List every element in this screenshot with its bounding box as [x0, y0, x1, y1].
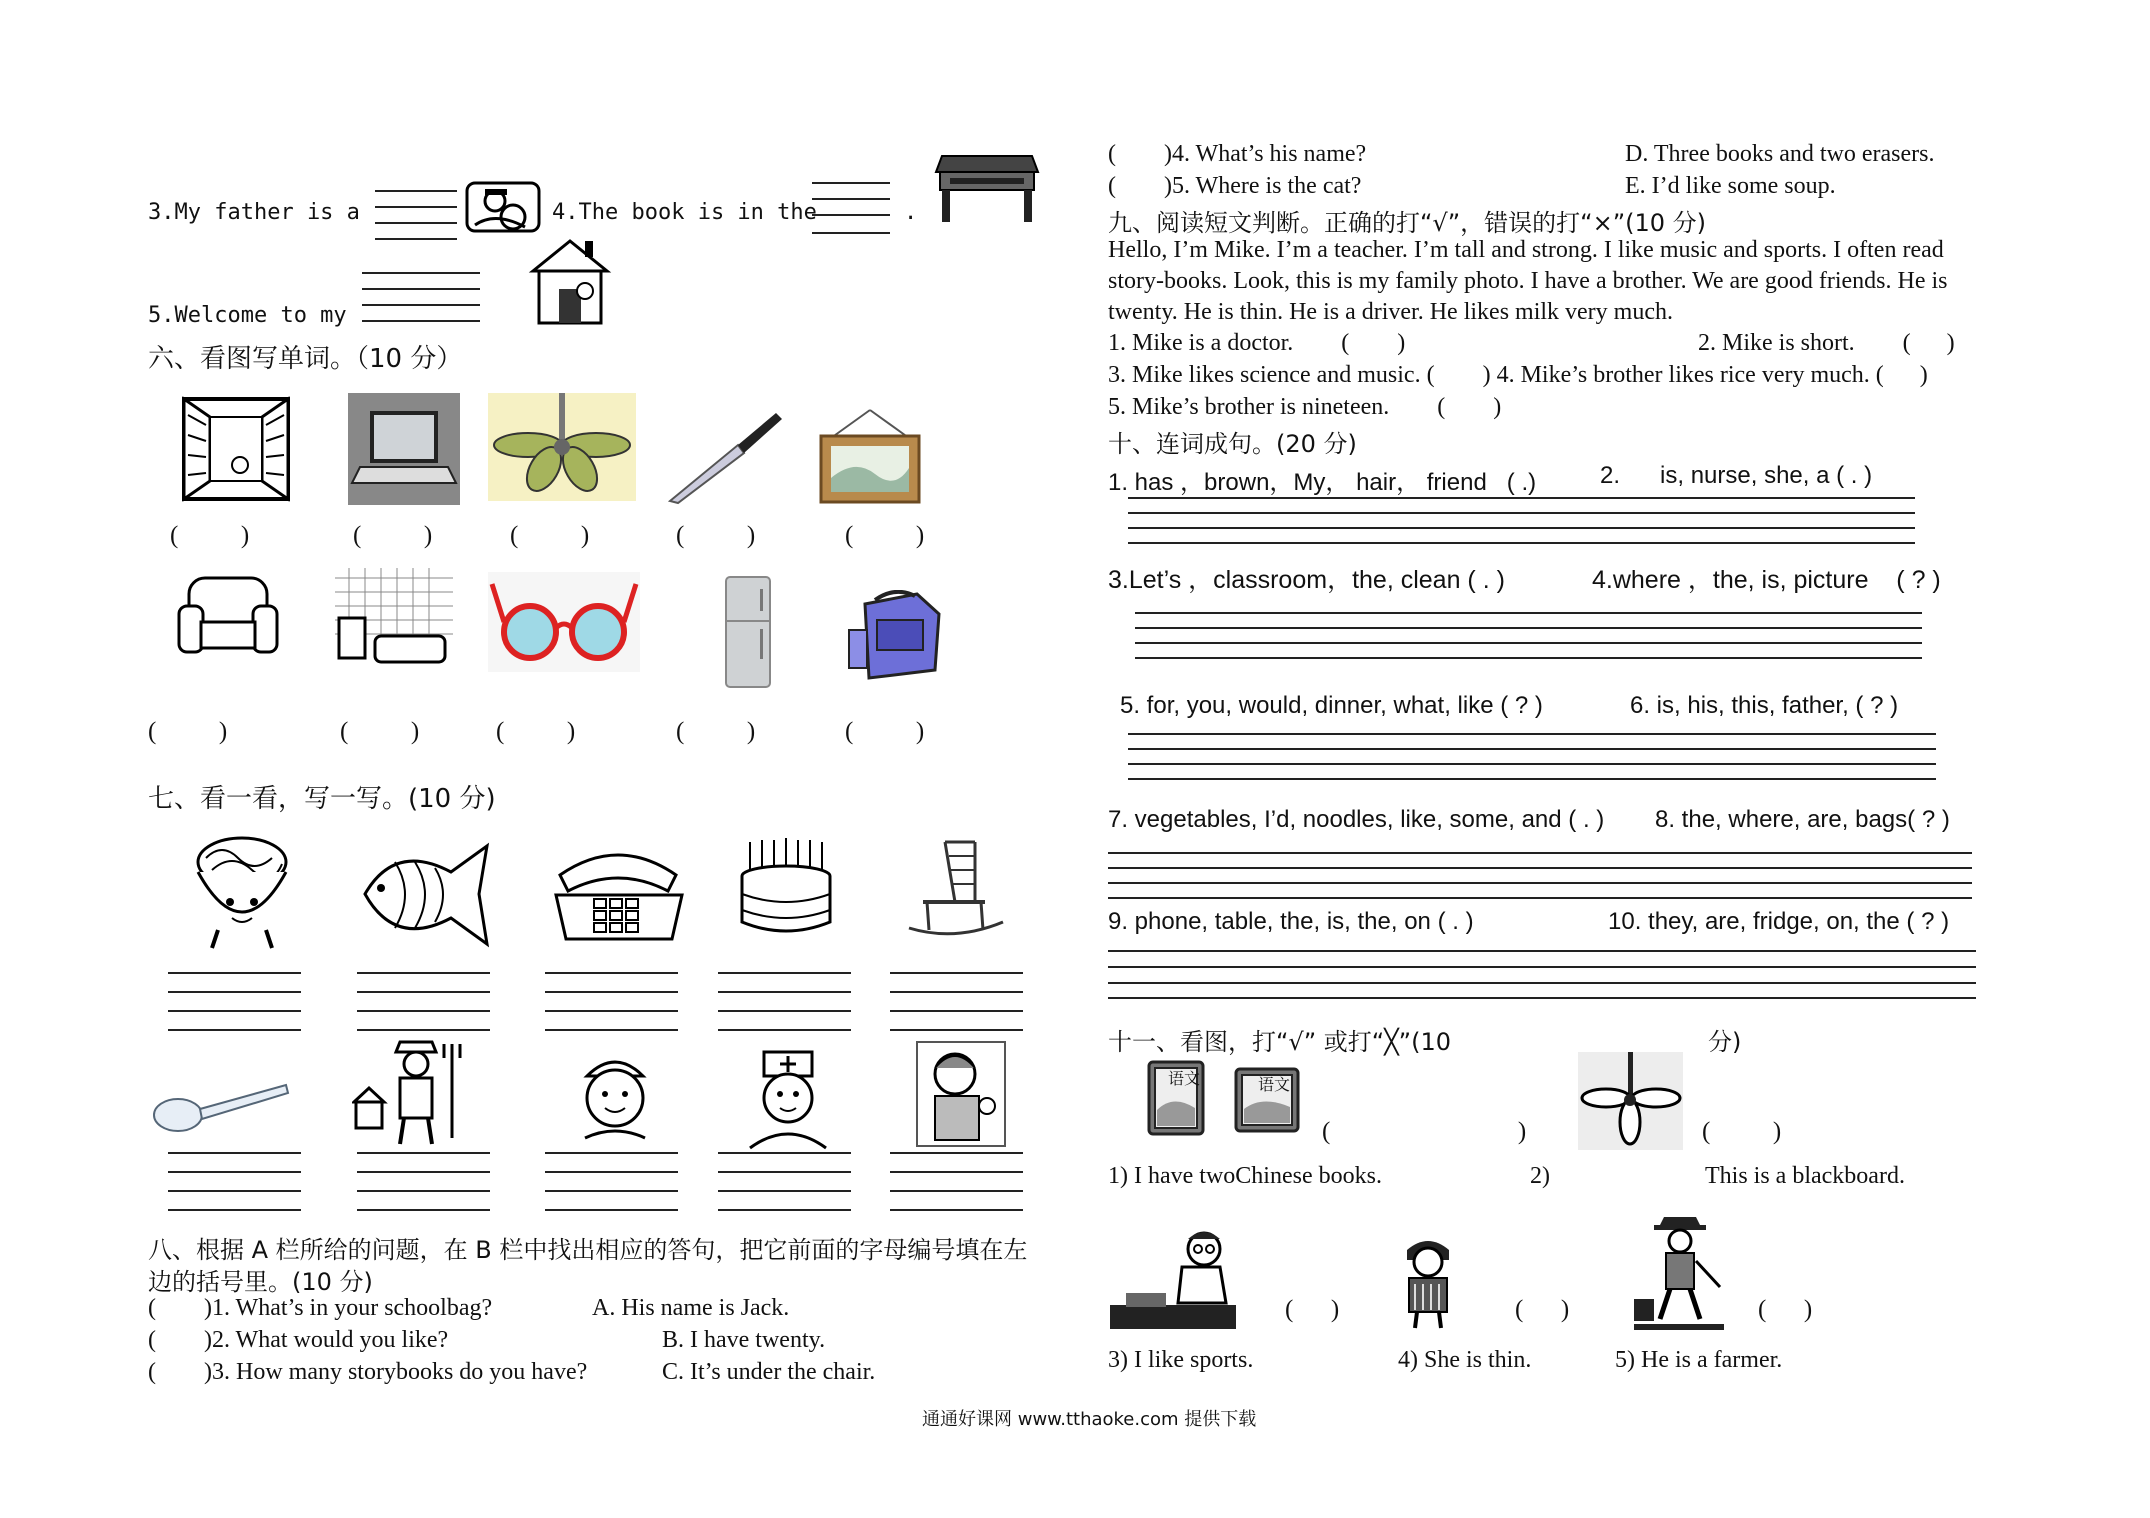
- statement-3: 3) I like sports.: [1108, 1347, 1254, 1373]
- sentence-5: 5.Welcome to my: [148, 303, 347, 328]
- answer-paren[interactable]: ( ): [676, 522, 756, 549]
- answer-lines[interactable]: [1135, 612, 1922, 658]
- match-answer-c: C. It’s under the chair.: [662, 1359, 876, 1385]
- answer-paren[interactable]: ( ): [340, 718, 420, 745]
- answer-lines[interactable]: [545, 1152, 678, 1210]
- answer-paren[interactable]: ( ): [1702, 1118, 1782, 1145]
- birthday-cake-picture: [730, 832, 842, 944]
- footer-credit: 通通好课网 www.tthaoke.com 提供下载: [922, 1409, 1257, 1430]
- match-question-4[interactable]: ( )4. What’s his name?: [1108, 141, 1367, 167]
- answer-lines[interactable]: [812, 182, 890, 234]
- sentence-item-3: 3.Let’s ，classroom，the, clean ( . ): [1108, 566, 1505, 594]
- answer-paren[interactable]: ( ): [510, 522, 590, 549]
- section-11-title: 十一、看图，打“√” 或打“╳”(10: [1108, 1028, 1452, 1056]
- laptop-picture: [348, 393, 460, 505]
- match-answer-e: E. I’d like some soup.: [1625, 173, 1836, 199]
- section-11-title-tail: 分): [1708, 1028, 1742, 1056]
- match-question-2[interactable]: ( )2. What would you like?: [148, 1327, 449, 1353]
- sentence-item-2: 2. is, nurse, she, a ( . ): [1600, 462, 1873, 489]
- noodles-picture: [182, 832, 302, 957]
- answer-paren[interactable]: ( ): [1515, 1296, 1570, 1323]
- sentence-item-7: 7. vegetables, I’d, noodles, like, some, and ( . ): [1108, 806, 1605, 833]
- doctor-picture: [738, 1048, 838, 1150]
- answer-paren[interactable]: ( ): [845, 522, 925, 549]
- boy-picture: [915, 1040, 1007, 1148]
- answer-lines[interactable]: [168, 972, 301, 1030]
- answer-lines[interactable]: [168, 1152, 301, 1210]
- period: .: [904, 200, 918, 225]
- judge-item-1[interactable]: 1. Mike is a doctor. ( ): [1108, 330, 1406, 356]
- farmer-working-picture: [1630, 1215, 1728, 1335]
- answer-paren[interactable]: ( ): [148, 718, 228, 745]
- sentence-item-10: 10. they, are, fridge, on, the ( ? ): [1608, 908, 1950, 935]
- boy-drawing-picture: [1108, 1225, 1238, 1333]
- fish-picture: [355, 832, 495, 957]
- glasses-picture: [488, 572, 640, 672]
- answer-lines[interactable]: [1108, 950, 1976, 998]
- answer-lines[interactable]: [890, 1152, 1023, 1210]
- book-label: 语文: [1258, 1075, 1291, 1094]
- judge-item-5[interactable]: 5. Mike’s brother is nineteen. ( ): [1108, 394, 1502, 420]
- section-6-title: 六、看图写单词。（10 分）: [148, 344, 463, 374]
- fridge-picture: [722, 575, 774, 690]
- reading-passage-line-1: Hello, I’m Mike. I’m a teacher. I’m tall and strong. I like music and sports. I often read: [1108, 237, 1944, 263]
- thin-girl-picture: [1393, 1232, 1463, 1330]
- statement-4: 4) She is thin.: [1398, 1347, 1532, 1373]
- spoon-picture: [150, 1075, 290, 1140]
- judge-item-3-4[interactable]: 3. Mike likes science and music. ( ) 4. Mike’s brother likes rice very much. ( ): [1108, 362, 1928, 388]
- fan-sketch-picture: [1578, 1052, 1683, 1150]
- answer-paren[interactable]: ( ): [676, 718, 756, 745]
- reading-passage-line-3: twenty. He is thin. He is a driver. He likes milk very much.: [1108, 299, 1673, 325]
- answer-lines[interactable]: [718, 1152, 851, 1210]
- match-question-5[interactable]: ( )5. Where is the cat?: [1108, 173, 1362, 199]
- section-7-title: 七、看一看，写一写。(10 分): [148, 784, 496, 814]
- judge-item-2[interactable]: 2. Mike is short. ( ): [1698, 330, 1955, 356]
- sentence-item-1: 1. has ，brown，My， hair， friend ( .): [1108, 469, 1537, 496]
- sentence-4: 4.The book is in the: [552, 200, 817, 225]
- answer-paren[interactable]: ( ): [353, 522, 433, 549]
- section-8-title: 八、根据 A 栏所给的问题，在 B 栏中找出相应的答句，把它前面的字母编号填在左: [148, 1236, 1028, 1264]
- telephone-picture: [548, 835, 690, 945]
- picture-frame: [815, 408, 925, 506]
- statement-5: 5) He is a farmer.: [1615, 1347, 1783, 1373]
- section-8-title-cont: 边的括号里。(10 分): [148, 1268, 373, 1296]
- sentence-item-8: 8. the, where, are, bags( ? ): [1655, 806, 1950, 833]
- section-9-title: 九、阅读短文判断。正确的打“√”，错误的打“×”(10 分): [1108, 209, 1707, 237]
- answer-lines[interactable]: [1128, 497, 1915, 543]
- answer-lines[interactable]: [718, 972, 851, 1030]
- schoolbag-picture: [845, 590, 945, 685]
- reading-passage-line-2: story-books. Look, this is my family photo. I have a brother. We are good friends. He is: [1108, 268, 1948, 294]
- answer-paren[interactable]: ( ): [1758, 1296, 1813, 1323]
- match-question-3[interactable]: ( )3. How many storybooks do you have?: [148, 1359, 588, 1385]
- answer-lines[interactable]: [357, 972, 490, 1030]
- match-answer-b: B. I have twenty.: [662, 1327, 826, 1353]
- answer-lines[interactable]: [1128, 733, 1936, 779]
- fan-picture: [488, 393, 636, 501]
- desk-picture: [932, 142, 1042, 224]
- sentence-item-4: 4.where ，the, is, picture ( ? ): [1592, 566, 1941, 594]
- sofa-picture: [175, 572, 280, 667]
- answer-paren[interactable]: ( ): [1285, 1296, 1340, 1323]
- match-answer-a: A. His name is Jack.: [592, 1295, 790, 1321]
- answer-lines[interactable]: [357, 1152, 490, 1210]
- answer-paren[interactable]: ( ): [1322, 1118, 1527, 1145]
- answer-lines[interactable]: [890, 972, 1023, 1030]
- statement-2-number: 2): [1530, 1163, 1550, 1189]
- answer-lines[interactable]: [362, 272, 480, 322]
- sentence-item-5: 5. for, you, would, dinner, what, like ( ? ): [1120, 692, 1543, 719]
- knife-picture: [668, 405, 783, 505]
- book-label: 语文: [1168, 1069, 1201, 1088]
- farmer-picture: [352, 1038, 472, 1150]
- match-question-1[interactable]: ( )1. What’s in your schoolbag?: [148, 1295, 493, 1321]
- answer-lines[interactable]: [545, 972, 678, 1030]
- sentence-item-9: 9. phone, table, the, is, the, on ( . ): [1108, 908, 1474, 935]
- window-picture: [180, 395, 292, 505]
- driver-picture: [465, 175, 545, 235]
- answer-lines[interactable]: [375, 190, 457, 240]
- match-answer-d: D. Three books and two erasers.: [1625, 141, 1935, 167]
- nurse-picture: [565, 1048, 665, 1150]
- answer-paren[interactable]: ( ): [845, 718, 925, 745]
- answer-paren[interactable]: ( ): [170, 522, 250, 549]
- home-picture: [525, 235, 615, 327]
- statement-1: 1) I have twoChinese books.: [1108, 1163, 1382, 1189]
- bathroom-picture: [335, 568, 453, 680]
- rocking-chair-picture: [905, 832, 1005, 947]
- answer-paren[interactable]: ( ): [496, 718, 576, 745]
- sentence-item-6: 6. is, his, this, father, ( ? ): [1630, 692, 1899, 719]
- section-10-title: 十、连词成句。(20 分): [1108, 430, 1357, 458]
- sentence-3: 3.My father is a: [148, 200, 360, 225]
- answer-lines[interactable]: [1108, 852, 1972, 898]
- statement-2: This is a blackboard.: [1705, 1163, 1905, 1189]
